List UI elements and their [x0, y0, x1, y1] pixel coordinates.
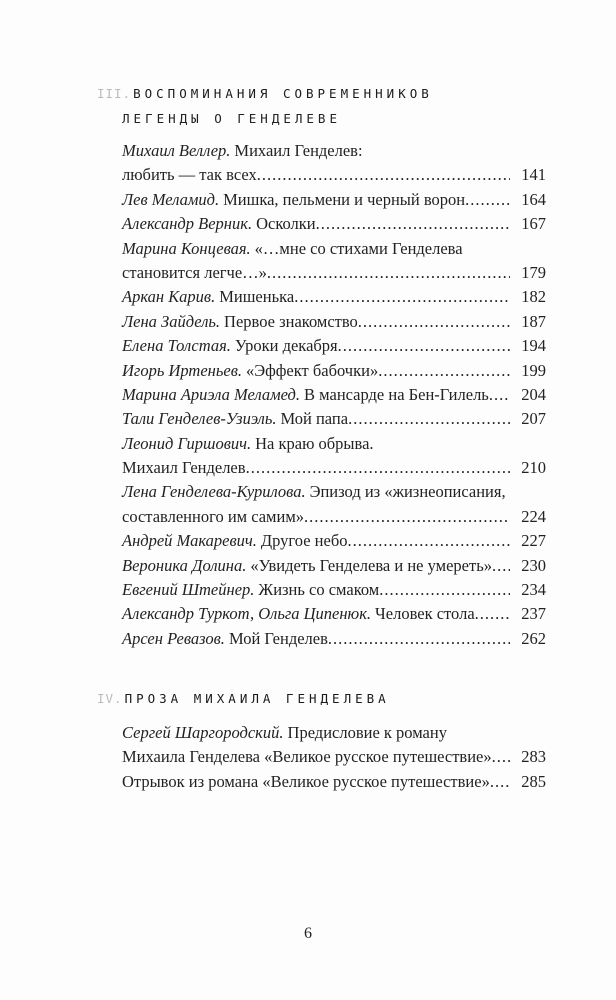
- entry-text: [122, 529, 347, 553]
- entry-page: 182: [521, 287, 546, 307]
- entry-author: Андрей Макаревич.: [122, 531, 257, 551]
- toc-list-4: [122, 721, 546, 794]
- dot-leader: [379, 578, 510, 602]
- toc-entry[interactable]: [122, 529, 546, 553]
- toc-entry-line: [122, 578, 546, 602]
- toc-entry[interactable]: [122, 212, 546, 236]
- toc-entry-line: [122, 432, 546, 456]
- entry-author: Вероника Долина.: [122, 555, 247, 575]
- dot-leader: [378, 359, 510, 383]
- entry-page: 210: [521, 458, 546, 478]
- dot-leader: [347, 529, 510, 553]
- entry-title: Михаила Генделева «Великое русское путешествие»: [122, 747, 492, 767]
- entry-text: [122, 334, 338, 358]
- entry-title: «…мне со стихами Генделева: [254, 238, 463, 258]
- toc-entry[interactable]: [122, 285, 546, 309]
- entry-title: любить — так всех: [122, 165, 257, 185]
- section-title: ВОСПОМИНАНИЯ СОВРЕМЕННИКОВ: [133, 86, 433, 101]
- entry-page: 224: [521, 506, 546, 526]
- entry-text: [122, 310, 358, 334]
- entry-author: Аркан Карив.: [122, 287, 216, 307]
- entry-title: Отрывок из романа «Великое русское путешествие»: [122, 771, 490, 791]
- toc-entry-line: [122, 261, 546, 285]
- entry-title: На краю обрыва.: [255, 433, 374, 453]
- entry-page: 230: [521, 555, 546, 575]
- toc-entry-line: [122, 285, 546, 309]
- entry-title: Другое небо: [260, 531, 348, 551]
- entry-text: [122, 770, 490, 794]
- toc-entry-line: [122, 139, 546, 163]
- entry-author: Лев Меламид.: [122, 189, 220, 209]
- dot-leader: [328, 627, 510, 651]
- entry-text: [122, 721, 447, 745]
- entry-text: [122, 432, 374, 456]
- entry-page: 234: [521, 580, 546, 600]
- entry-text: [122, 745, 492, 769]
- entry-text: [122, 261, 267, 285]
- entry-text: [122, 407, 348, 431]
- entry-author: Александр Туркот, Ольга Ципенюк.: [122, 604, 372, 624]
- entry-author: Сергей Шаргородский.: [122, 723, 284, 742]
- entry-page: 167: [521, 214, 546, 234]
- toc-entry-line: [122, 554, 546, 578]
- toc-entry[interactable]: [122, 578, 546, 602]
- entry-page: 141: [521, 165, 546, 185]
- entry-text: [122, 505, 304, 529]
- entry-page: 207: [521, 409, 546, 429]
- section-title: ПРОЗА МИХАИЛА ГЕНДЕЛЕВА: [124, 691, 390, 706]
- entry-title: Предисловие к роману: [287, 723, 447, 742]
- toc-entry-line: [122, 359, 546, 383]
- section-heading-4: [97, 691, 390, 706]
- entry-page: 204: [521, 384, 546, 404]
- section-subtitle: ЛЕГЕНДЫ О ГЕНДЕЛЕВЕ: [122, 111, 341, 126]
- entry-author: Лена Генделева-Курилова.: [122, 482, 306, 502]
- dot-leader: [465, 188, 510, 212]
- entry-title: Мишенька: [219, 287, 295, 307]
- entry-text: [122, 237, 463, 261]
- entry-text: [122, 212, 316, 236]
- toc-entry[interactable]: [122, 770, 546, 794]
- entry-author: Тали Генделев-Узиэль.: [122, 409, 277, 429]
- entry-page: 262: [521, 628, 546, 648]
- entry-text: [122, 383, 489, 407]
- toc-entry[interactable]: [122, 359, 546, 383]
- entry-text: [122, 188, 465, 212]
- toc-entry-line: [122, 212, 546, 236]
- entry-page: 179: [521, 262, 546, 282]
- dot-leader: [316, 212, 510, 236]
- entry-text: [122, 480, 506, 504]
- entry-author: Игорь Иртеньев.: [122, 360, 242, 380]
- toc-entry-line: [122, 407, 546, 431]
- toc-entry-line: [122, 770, 546, 794]
- dot-leader: [348, 407, 510, 431]
- section-heading-3: [97, 86, 433, 101]
- entry-text: [122, 359, 378, 383]
- entry-title: Человек стола: [375, 604, 475, 624]
- entry-page: 187: [521, 311, 546, 331]
- entry-title: «Эффект бабочки»: [245, 360, 379, 380]
- toc-entry-line: [122, 310, 546, 334]
- toc-entry[interactable]: [122, 139, 546, 188]
- entry-author: Александр Верник.: [122, 214, 253, 234]
- dot-leader: [257, 163, 510, 187]
- entry-title: Мой папа: [280, 409, 349, 429]
- dot-leader: [475, 602, 510, 626]
- entry-text: [122, 456, 246, 480]
- entry-title: становится легче…»: [122, 262, 267, 282]
- toc-entry-line: [122, 383, 546, 407]
- entry-page: 285: [521, 771, 546, 791]
- entry-title: Первое знакомство: [224, 311, 358, 331]
- entry-title: Жизнь со смаком: [258, 580, 380, 600]
- toc-entry[interactable]: [122, 432, 546, 481]
- toc-entry[interactable]: [122, 554, 546, 578]
- dot-leader: [294, 285, 510, 309]
- toc-entry-line: [122, 456, 546, 480]
- dot-leader: [338, 334, 510, 358]
- entry-text: [122, 163, 257, 187]
- entry-title: Мишка, пельмени и черный ворон: [223, 189, 466, 209]
- toc-entry-line: [122, 188, 546, 212]
- toc-entry[interactable]: [122, 188, 546, 212]
- entry-title: Эпизод из «жизнеописания,: [309, 482, 506, 502]
- entry-author: Елена Толстая.: [122, 336, 231, 356]
- toc-entry[interactable]: [122, 602, 546, 626]
- dot-leader: [246, 456, 510, 480]
- entry-author: Марина Концевая.: [122, 238, 251, 258]
- toc-entry[interactable]: [122, 334, 546, 358]
- entry-author: Евгений Штейнер.: [122, 580, 255, 600]
- dot-leader: [492, 554, 510, 578]
- toc-entry[interactable]: [122, 407, 546, 431]
- toc-entry-line: [122, 745, 546, 769]
- toc-entry-line: [122, 721, 546, 745]
- toc-entry-line: [122, 480, 546, 504]
- toc-entry[interactable]: [122, 627, 546, 651]
- entry-title: Уроки декабря: [234, 336, 338, 356]
- dot-leader: [304, 505, 510, 529]
- entry-page: 199: [521, 360, 546, 380]
- entry-title: Осколки: [256, 214, 316, 234]
- toc-entry[interactable]: [122, 480, 546, 529]
- entry-text: [122, 139, 363, 163]
- entry-author: Марина Ариэла Меламед.: [122, 384, 301, 404]
- dot-leader: [267, 261, 510, 285]
- entry-text: [122, 554, 492, 578]
- entry-title: Мой Генделев: [228, 628, 328, 648]
- entry-author: Лена Зайдель.: [122, 311, 221, 331]
- toc-entry-line: [122, 505, 546, 529]
- page-number: 6: [304, 925, 312, 942]
- entry-title: Михаил Генделев: [122, 458, 246, 478]
- entry-page: 194: [521, 336, 546, 356]
- dot-leader: [489, 383, 510, 407]
- toc-entry-line: [122, 163, 546, 187]
- toc-entry-line: [122, 334, 546, 358]
- dot-leader: [490, 770, 510, 794]
- dot-leader: [492, 745, 510, 769]
- toc-entry[interactable]: [122, 310, 546, 334]
- toc-list-3: [122, 139, 546, 651]
- entry-title: В мансарде на Бен-Гилель: [304, 384, 489, 404]
- entry-page: 227: [521, 531, 546, 551]
- toc-entry-line: [122, 627, 546, 651]
- entry-page: 283: [521, 747, 546, 767]
- entry-author: Арсен Ревазов.: [122, 628, 225, 648]
- entry-title: составленного им самим»: [122, 506, 305, 526]
- toc-entry-line: [122, 602, 546, 626]
- dot-leader: [358, 310, 510, 334]
- entry-text: [122, 285, 294, 309]
- section-number: III.: [97, 86, 132, 101]
- entry-title: «Увидеть Генделева и не умереть»: [250, 555, 492, 575]
- entry-page: 237: [521, 604, 546, 624]
- entry-author: Леонид Гиршович.: [122, 433, 252, 453]
- entry-text: [122, 627, 328, 651]
- entry-text: [122, 602, 475, 626]
- toc-entry[interactable]: [122, 721, 546, 770]
- entry-author: Михаил Веллер.: [122, 141, 231, 160]
- toc-entry[interactable]: [122, 383, 546, 407]
- section-number: IV.: [97, 691, 123, 706]
- toc-entry-line: [122, 237, 546, 261]
- entry-text: [122, 578, 379, 602]
- toc-entry[interactable]: [122, 237, 546, 286]
- entry-title: Михаил Генделев:: [234, 141, 363, 160]
- entry-page: 164: [521, 189, 546, 209]
- toc-entry-line: [122, 529, 546, 553]
